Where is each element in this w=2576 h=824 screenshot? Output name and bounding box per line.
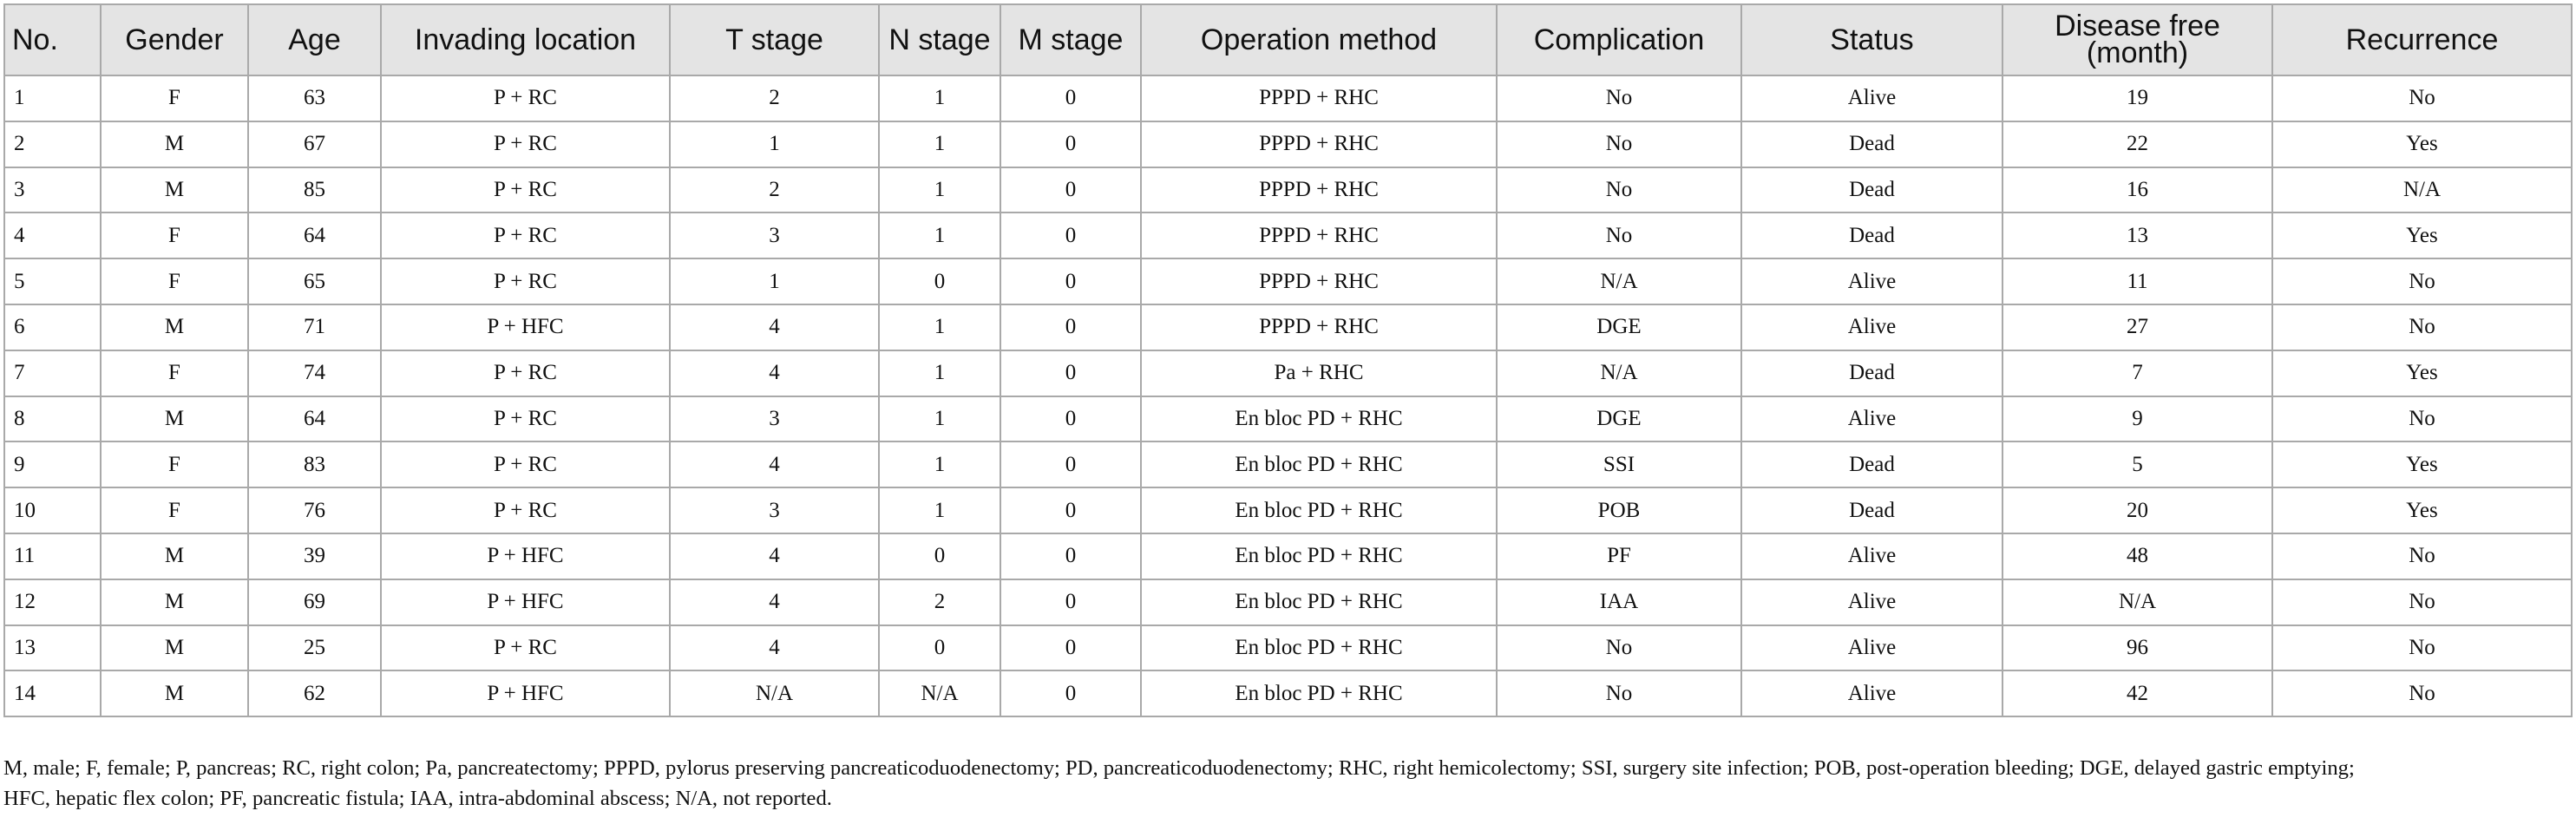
table-row: [4, 121, 2572, 167]
table-cell: En bloc PD + RHC: [1141, 625, 1497, 671]
table-cell: F: [101, 75, 248, 121]
table-cell: Dead: [1741, 167, 2002, 213]
column-header: Gender: [101, 4, 248, 75]
table-cell: 1: [879, 441, 1000, 487]
table-cell: 1: [879, 167, 1000, 213]
table-cell: 42: [2002, 670, 2272, 716]
table-cell: M: [101, 625, 248, 671]
table-cell: P + HFC: [381, 533, 670, 579]
table-cell: No: [1497, 213, 1741, 258]
table-cell: M: [101, 167, 248, 213]
table-cell: Yes: [2272, 350, 2572, 396]
table-cell: 1: [879, 396, 1000, 442]
table-cell: 11: [2002, 258, 2272, 304]
table-cell: 2: [670, 167, 879, 213]
table-cell: En bloc PD + RHC: [1141, 533, 1497, 579]
table-cell: 1: [879, 304, 1000, 350]
table-cell: Alive: [1741, 258, 2002, 304]
table-cell: N/A: [1497, 258, 1741, 304]
table-cell: Dead: [1741, 213, 2002, 258]
table-cell: M: [101, 533, 248, 579]
table-cell: 1: [879, 487, 1000, 533]
table-cell: En bloc PD + RHC: [1141, 670, 1497, 716]
column-header: Disease free (month): [2002, 4, 2272, 75]
table-cell: 8: [4, 396, 101, 442]
table-cell: 65: [248, 258, 381, 304]
table-cell: Yes: [2272, 213, 2572, 258]
table-row: [4, 213, 2572, 258]
table-row: [4, 258, 2572, 304]
table-cell: 4: [4, 213, 101, 258]
table-cell: 7: [4, 350, 101, 396]
table-cell: Dead: [1741, 487, 2002, 533]
table-cell: M: [101, 121, 248, 167]
table-cell: DGE: [1497, 304, 1741, 350]
table-cell: 16: [2002, 167, 2272, 213]
column-header: Age: [248, 4, 381, 75]
table-cell: Dead: [1741, 441, 2002, 487]
table-row: [4, 167, 2572, 213]
table-cell: 1: [879, 121, 1000, 167]
table-cell: 27: [2002, 304, 2272, 350]
table-cell: 3: [4, 167, 101, 213]
table-cell: No: [2272, 258, 2572, 304]
table-cell: 5: [2002, 441, 2272, 487]
table-cell: Yes: [2272, 441, 2572, 487]
table-cell: 25: [248, 625, 381, 671]
table-cell: En bloc PD + RHC: [1141, 441, 1497, 487]
table-cell: No: [1497, 167, 1741, 213]
column-header: N stage: [879, 4, 1000, 75]
table-cell: 0: [1000, 167, 1141, 213]
patient-table: [3, 3, 2573, 717]
table-cell: PPPD + RHC: [1141, 213, 1497, 258]
table-cell: 0: [1000, 121, 1141, 167]
table-cell: N/A: [2002, 579, 2272, 625]
table-cell: 0: [1000, 258, 1141, 304]
table-body: [4, 75, 2572, 716]
table-cell: PPPD + RHC: [1141, 167, 1497, 213]
table-cell: Dead: [1741, 121, 2002, 167]
table-cell: 2: [670, 75, 879, 121]
table-cell: 64: [248, 396, 381, 442]
table-cell: PPPD + RHC: [1141, 121, 1497, 167]
table-cell: 0: [1000, 350, 1141, 396]
table-cell: Yes: [2272, 487, 2572, 533]
table-cell: 4: [670, 304, 879, 350]
table-cell: N/A: [1497, 350, 1741, 396]
table-container: [3, 3, 2571, 717]
table-cell: 4: [670, 533, 879, 579]
table-cell: M: [101, 670, 248, 716]
table-cell: Alive: [1741, 533, 2002, 579]
table-cell: F: [101, 213, 248, 258]
table-cell: 14: [4, 670, 101, 716]
table-footnote: [3, 753, 2563, 814]
table-cell: F: [101, 441, 248, 487]
table-cell: N/A: [670, 670, 879, 716]
table-cell: 0: [1000, 533, 1141, 579]
table-cell: No: [2272, 625, 2572, 671]
table-cell: P + RC: [381, 396, 670, 442]
table-cell: Pa + RHC: [1141, 350, 1497, 396]
table-cell: M: [101, 304, 248, 350]
table-cell: F: [101, 350, 248, 396]
table-row: [4, 579, 2572, 625]
table-cell: 1: [670, 121, 879, 167]
table-cell: 0: [879, 533, 1000, 579]
table-cell: 1: [670, 258, 879, 304]
column-header: Complication: [1497, 4, 1741, 75]
table-cell: 3: [670, 396, 879, 442]
table-cell: Alive: [1741, 579, 2002, 625]
table-cell: 0: [1000, 670, 1141, 716]
table-cell: 62: [248, 670, 381, 716]
table-cell: 7: [2002, 350, 2272, 396]
table-cell: 13: [4, 625, 101, 671]
column-header: No.: [4, 4, 101, 75]
table-cell: 0: [1000, 396, 1141, 442]
table-cell: IAA: [1497, 579, 1741, 625]
table-cell: P + RC: [381, 625, 670, 671]
table-cell: Dead: [1741, 350, 2002, 396]
table-cell: DGE: [1497, 396, 1741, 442]
table-cell: 4: [670, 579, 879, 625]
table-cell: 2: [879, 579, 1000, 625]
table-cell: 4: [670, 350, 879, 396]
table-cell: 69: [248, 579, 381, 625]
table-cell: 3: [670, 487, 879, 533]
table-cell: No: [2272, 579, 2572, 625]
table-cell: P + RC: [381, 75, 670, 121]
table-cell: 1: [4, 75, 101, 121]
table-cell: 13: [2002, 213, 2272, 258]
table-cell: 0: [1000, 213, 1141, 258]
table-cell: 19: [2002, 75, 2272, 121]
table-cell: En bloc PD + RHC: [1141, 487, 1497, 533]
table-cell: 0: [1000, 625, 1141, 671]
table-cell: P + HFC: [381, 304, 670, 350]
table-cell: 5: [4, 258, 101, 304]
table-cell: 0: [879, 258, 1000, 304]
table-row: [4, 625, 2572, 671]
table-cell: P + RC: [381, 121, 670, 167]
table-cell: No: [2272, 396, 2572, 442]
table-cell: 85: [248, 167, 381, 213]
table-cell: 76: [248, 487, 381, 533]
table-cell: N/A: [2272, 167, 2572, 213]
table-cell: 48: [2002, 533, 2272, 579]
table-cell: 1: [879, 213, 1000, 258]
table-cell: 4: [670, 625, 879, 671]
table-cell: 63: [248, 75, 381, 121]
table-cell: P + RC: [381, 258, 670, 304]
table-row: [4, 441, 2572, 487]
table-cell: PPPD + RHC: [1141, 304, 1497, 350]
table-cell: No: [1497, 75, 1741, 121]
table-cell: P + RC: [381, 441, 670, 487]
column-header: M stage: [1000, 4, 1141, 75]
table-cell: Alive: [1741, 75, 2002, 121]
column-header: Invading location: [381, 4, 670, 75]
footnote-line-1: M, male; F, female; P, pancreas; RC, right colon; Pa, pancreatectomy; PPPD, pylorus preserving pancreaticoduodenectomy; PD, pancreaticoduodenectomy; RHC, right hemicolectomy; SSI, surgery site infection; POB, post-operation bleeding; DGE, delayed gastric emptying;: [3, 756, 2355, 780]
table-cell: 0: [1000, 441, 1141, 487]
table-cell: PPPD + RHC: [1141, 75, 1497, 121]
table-row: [4, 533, 2572, 579]
table-cell: 0: [879, 625, 1000, 671]
table-cell: 10: [4, 487, 101, 533]
table-row: [4, 670, 2572, 716]
table-cell: P + RC: [381, 213, 670, 258]
table-cell: 67: [248, 121, 381, 167]
header-row: [4, 4, 2572, 75]
table-cell: M: [101, 396, 248, 442]
table-cell: POB: [1497, 487, 1741, 533]
table-cell: 83: [248, 441, 381, 487]
table-cell: 0: [1000, 487, 1141, 533]
table-cell: 4: [670, 441, 879, 487]
table-row: [4, 487, 2572, 533]
table-cell: P + RC: [381, 350, 670, 396]
table-cell: P + RC: [381, 167, 670, 213]
column-header: T stage: [670, 4, 879, 75]
table-row: [4, 75, 2572, 121]
table-cell: F: [101, 487, 248, 533]
table-cell: No: [2272, 304, 2572, 350]
table-cell: N/A: [879, 670, 1000, 716]
table-cell: P + HFC: [381, 579, 670, 625]
table-cell: Alive: [1741, 625, 2002, 671]
table-cell: No: [2272, 670, 2572, 716]
column-header: Operation method: [1141, 4, 1497, 75]
table-cell: No: [2272, 533, 2572, 579]
table-row: [4, 396, 2572, 442]
table-cell: Alive: [1741, 304, 2002, 350]
table-cell: SSI: [1497, 441, 1741, 487]
table-cell: Alive: [1741, 670, 2002, 716]
table-cell: En bloc PD + RHC: [1141, 396, 1497, 442]
table-cell: 6: [4, 304, 101, 350]
table-cell: 39: [248, 533, 381, 579]
table-cell: PPPD + RHC: [1141, 258, 1497, 304]
table-cell: 64: [248, 213, 381, 258]
table-cell: 1: [879, 350, 1000, 396]
table-cell: 11: [4, 533, 101, 579]
table-cell: 1: [879, 75, 1000, 121]
table-cell: No: [1497, 670, 1741, 716]
column-header: Status: [1741, 4, 2002, 75]
table-cell: Alive: [1741, 396, 2002, 442]
table-cell: 0: [1000, 304, 1141, 350]
table-cell: 0: [1000, 75, 1141, 121]
table-cell: P + HFC: [381, 670, 670, 716]
table-cell: 9: [2002, 396, 2272, 442]
table-cell: M: [101, 579, 248, 625]
table-cell: No: [1497, 625, 1741, 671]
table-cell: 9: [4, 441, 101, 487]
table-cell: 71: [248, 304, 381, 350]
table-cell: No: [2272, 75, 2572, 121]
table-cell: F: [101, 258, 248, 304]
table-cell: No: [1497, 121, 1741, 167]
table-cell: En bloc PD + RHC: [1141, 579, 1497, 625]
table-cell: PF: [1497, 533, 1741, 579]
table-cell: 0: [1000, 579, 1141, 625]
footnote-line-2: HFC, hepatic flex colon; PF, pancreatic fistula; IAA, intra-abdominal abscess; N/A, not reported.: [3, 787, 832, 810]
table-cell: 12: [4, 579, 101, 625]
table-cell: 3: [670, 213, 879, 258]
table-cell: Yes: [2272, 121, 2572, 167]
table-cell: P + RC: [381, 487, 670, 533]
table-row: [4, 350, 2572, 396]
table-row: [4, 304, 2572, 350]
column-header: Recurrence: [2272, 4, 2572, 75]
table-cell: 20: [2002, 487, 2272, 533]
table-cell: 22: [2002, 121, 2272, 167]
table-cell: 74: [248, 350, 381, 396]
table-cell: 96: [2002, 625, 2272, 671]
table-cell: 2: [4, 121, 101, 167]
